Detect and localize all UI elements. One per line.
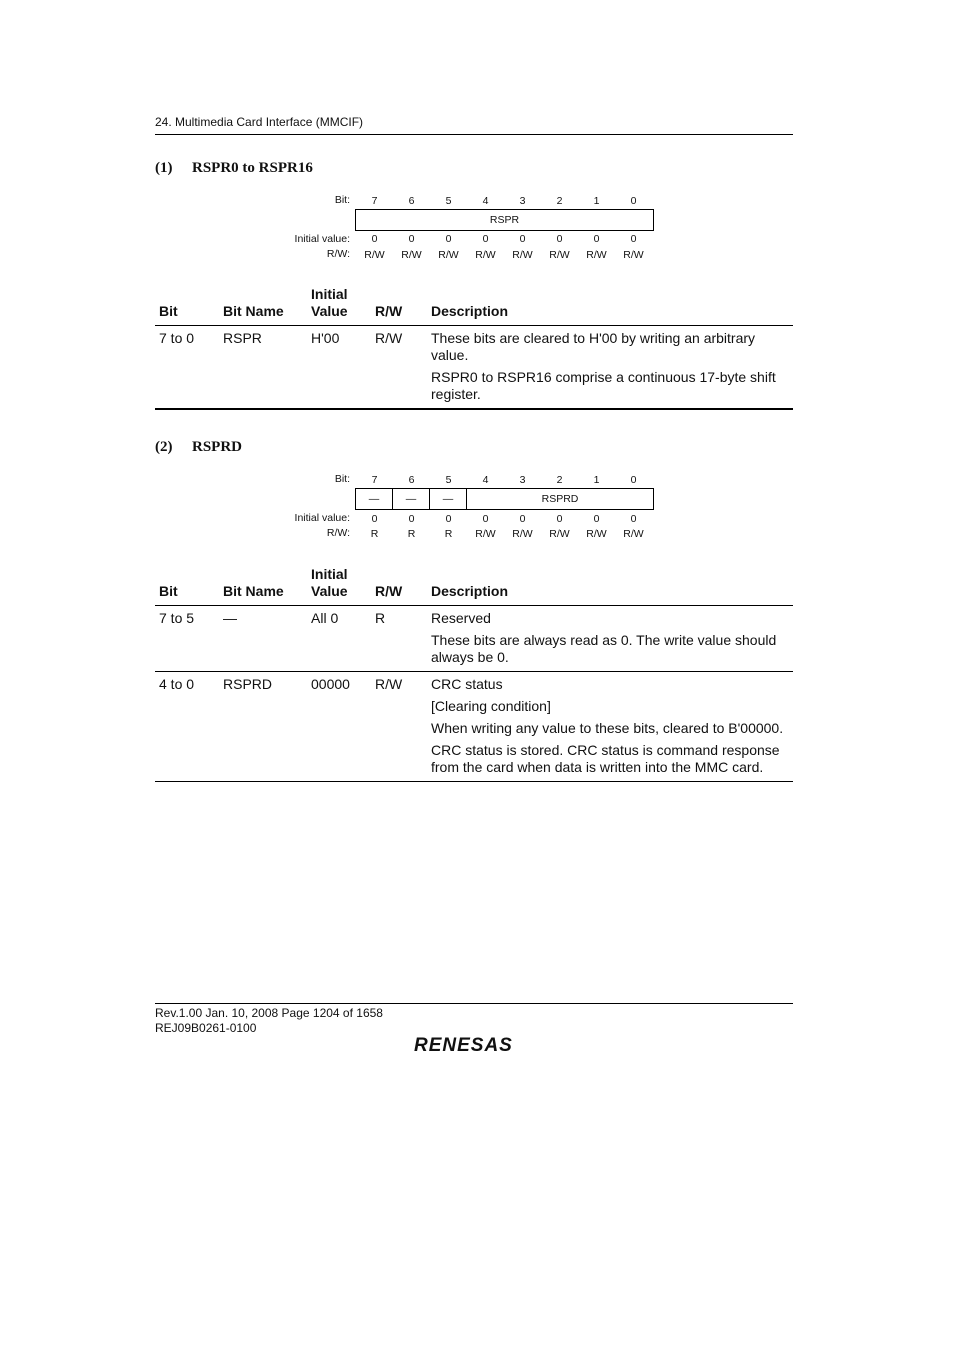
register-box bbox=[355, 488, 654, 510]
section-2-title: RSPRD bbox=[192, 439, 243, 455]
rw-value: R/W bbox=[512, 528, 533, 540]
initial-value-label: Initial value: bbox=[294, 512, 350, 524]
bit-description-table-rsprd bbox=[155, 566, 793, 782]
bit-number: 0 bbox=[630, 474, 637, 486]
description-paragraph: These bits are always read as 0. The write value should always be 0. bbox=[431, 632, 777, 665]
bit-description-table-rspr bbox=[155, 286, 793, 410]
initial-value: 0 bbox=[630, 233, 637, 245]
col-initial-line1: Initial bbox=[311, 566, 348, 582]
cell-description bbox=[427, 606, 793, 672]
rw-value: R/W bbox=[549, 249, 570, 261]
initial-value-label: Initial value: bbox=[294, 233, 350, 245]
bit-number: 7 bbox=[371, 474, 378, 486]
bit-number: 3 bbox=[519, 474, 526, 486]
rw-value: R/W bbox=[475, 249, 496, 261]
rw-value: R/W bbox=[438, 249, 459, 261]
table-header-row bbox=[155, 566, 793, 606]
bit-number: 4 bbox=[482, 474, 489, 486]
initial-value: 0 bbox=[593, 233, 600, 245]
cell-description bbox=[427, 672, 793, 782]
initial-value: 0 bbox=[556, 513, 563, 525]
col-rw: R/W bbox=[371, 566, 427, 606]
bit-number: 6 bbox=[408, 195, 415, 207]
rw-label: R/W: bbox=[326, 248, 350, 260]
col-description: Description bbox=[427, 286, 793, 326]
bit-label: Bit: bbox=[334, 473, 350, 485]
col-initial-line2: Value bbox=[311, 583, 348, 599]
cell-rw: R bbox=[371, 606, 427, 672]
bit-number: 5 bbox=[445, 195, 452, 207]
rw-value: R/W bbox=[586, 249, 607, 261]
col-bit: Bit bbox=[155, 566, 219, 606]
rw-value: R/W bbox=[364, 249, 385, 261]
footer-rule bbox=[155, 1003, 793, 1004]
renesas-logo-text: RENESAS bbox=[414, 1035, 513, 1056]
initial-value: 0 bbox=[519, 513, 526, 525]
renesas-logo bbox=[414, 1034, 534, 1056]
col-initial-value bbox=[307, 286, 371, 326]
field-reserved-6: — bbox=[393, 489, 430, 509]
bit-number: 4 bbox=[482, 195, 489, 207]
col-initial-line1: Initial bbox=[311, 286, 348, 302]
header-rule bbox=[155, 134, 793, 135]
bit-number: 7 bbox=[371, 195, 378, 207]
description-paragraph: When writing any value to these bits, cleared to B'00000. bbox=[431, 720, 784, 736]
table-header-row bbox=[155, 286, 793, 326]
initial-value: 0 bbox=[445, 513, 452, 525]
initial-value: 0 bbox=[482, 233, 489, 245]
cell-bit: 4 to 0 bbox=[155, 672, 219, 782]
initial-value: 0 bbox=[556, 233, 563, 245]
cell-initial: H'00 bbox=[307, 326, 371, 410]
rw-value: R bbox=[444, 528, 453, 540]
cell-bit-name: RSPRD bbox=[219, 672, 307, 782]
bit-number: 1 bbox=[593, 474, 600, 486]
initial-value: 0 bbox=[519, 233, 526, 245]
rw-value: R/W bbox=[512, 249, 533, 261]
initial-value: 0 bbox=[408, 513, 415, 525]
table-row bbox=[155, 672, 793, 782]
section-2-heading bbox=[155, 439, 242, 456]
rw-value: R bbox=[370, 528, 379, 540]
bit-number: 3 bbox=[519, 195, 526, 207]
bit-number: 0 bbox=[630, 195, 637, 207]
rw-value: R/W bbox=[401, 249, 422, 261]
rw-value: R bbox=[407, 528, 416, 540]
col-bit-name: Bit Name bbox=[219, 566, 307, 606]
description-paragraph: [Clearing condition] bbox=[431, 698, 551, 714]
cell-bit-name: RSPR bbox=[219, 326, 307, 410]
bit-number: 6 bbox=[408, 474, 415, 486]
cell-rw: R/W bbox=[371, 326, 427, 410]
rw-value: R/W bbox=[549, 528, 570, 540]
rw-value: R/W bbox=[475, 528, 496, 540]
bit-number: 2 bbox=[556, 474, 563, 486]
section-1-heading bbox=[155, 160, 313, 177]
initial-value: 0 bbox=[630, 513, 637, 525]
footer-revision: Rev.1.00 Jan. 10, 2008 Page 1204 of 1658 bbox=[155, 1006, 383, 1020]
cell-bit: 7 to 0 bbox=[155, 326, 219, 410]
initial-value: 0 bbox=[482, 513, 489, 525]
description-paragraph: RSPR0 to RSPR16 comprise a continuous 17-byte shift register. bbox=[431, 369, 776, 402]
initial-value: 0 bbox=[445, 233, 452, 245]
table-row bbox=[155, 606, 793, 672]
cell-initial: All 0 bbox=[307, 606, 371, 672]
rw-value: R/W bbox=[623, 528, 644, 540]
initial-value: 0 bbox=[371, 233, 378, 245]
col-description: Description bbox=[427, 566, 793, 606]
cell-initial: 00000 bbox=[307, 672, 371, 782]
cell-description bbox=[427, 326, 793, 410]
section-2-number: (2) bbox=[155, 439, 173, 455]
bit-number: 1 bbox=[593, 195, 600, 207]
description-paragraph: CRC status is stored. CRC status is command response from the card when data is written into the MMC card. bbox=[431, 742, 780, 775]
description-paragraph: These bits are cleared to H'00 by writing an arbitrary value. bbox=[431, 330, 756, 363]
cell-rw: R/W bbox=[371, 672, 427, 782]
col-bit-name: Bit Name bbox=[219, 286, 307, 326]
initial-value: 0 bbox=[408, 233, 415, 245]
description-paragraph: Reserved bbox=[431, 610, 491, 626]
col-initial-value bbox=[307, 566, 371, 606]
cell-bit-name: — bbox=[219, 606, 307, 672]
description-paragraph: CRC status bbox=[431, 676, 503, 692]
register-box bbox=[355, 209, 654, 231]
table-row bbox=[155, 326, 793, 410]
field-reserved-7: — bbox=[356, 489, 393, 509]
section-1-title: RSPR0 to RSPR16 bbox=[192, 160, 313, 176]
rw-label: R/W: bbox=[326, 527, 350, 539]
bit-number: 5 bbox=[445, 474, 452, 486]
field-rsprd: RSPRD bbox=[541, 493, 579, 505]
footer-doc-number: REJ09B0261-0100 bbox=[155, 1021, 257, 1035]
col-bit: Bit bbox=[155, 286, 219, 326]
field-reserved-5: — bbox=[430, 489, 467, 509]
bit-number: 2 bbox=[556, 195, 563, 207]
bit-label: Bit: bbox=[334, 194, 350, 206]
rw-value: R/W bbox=[586, 528, 607, 540]
initial-value: 0 bbox=[593, 513, 600, 525]
col-initial-line2: Value bbox=[311, 303, 348, 319]
cell-bit: 7 to 5 bbox=[155, 606, 219, 672]
chapter-header: 24. Multimedia Card Interface (MMCIF) bbox=[155, 115, 364, 129]
rw-value: R/W bbox=[623, 249, 644, 261]
section-1-number: (1) bbox=[155, 160, 173, 176]
initial-value: 0 bbox=[371, 513, 378, 525]
col-rw: R/W bbox=[371, 286, 427, 326]
field-rspr: RSPR bbox=[489, 214, 520, 226]
